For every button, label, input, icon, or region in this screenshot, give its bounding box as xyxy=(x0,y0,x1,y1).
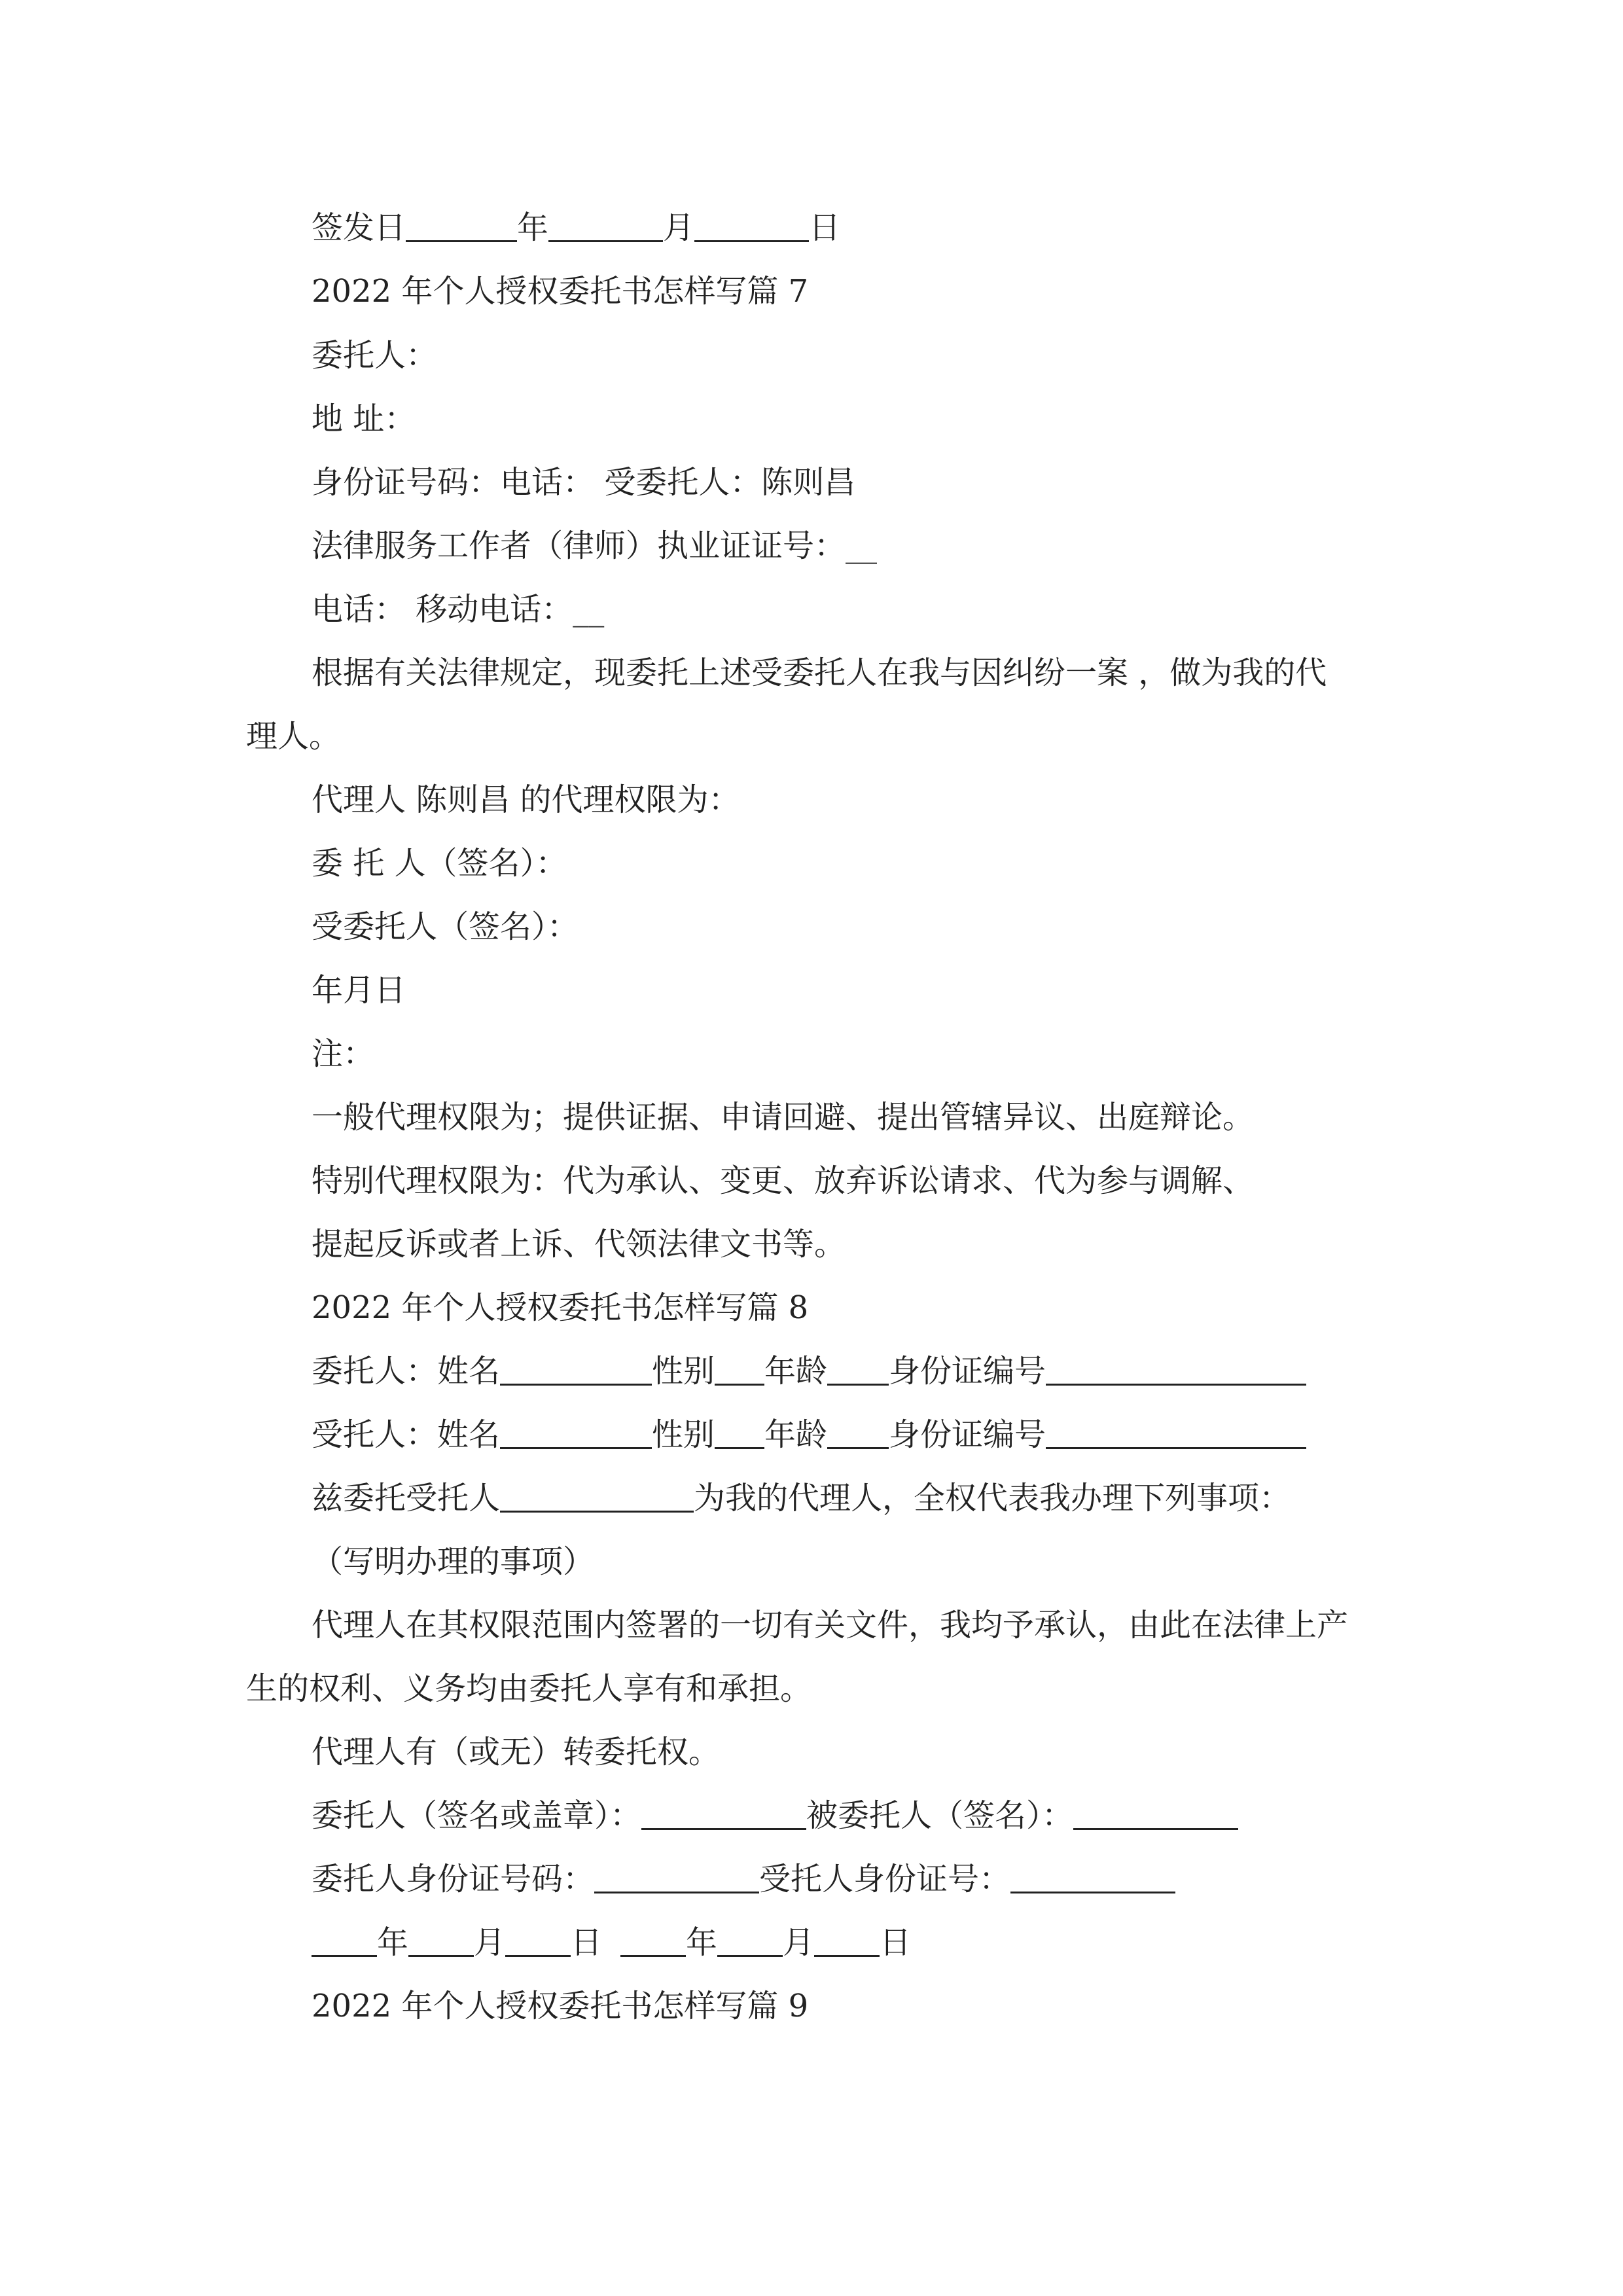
section-heading-9: 2022 年个人授权委托书怎样写篇 9 xyxy=(312,1988,809,2024)
principal-id-label: 委托人身份证号码： xyxy=(312,1861,595,1897)
section-heading-7: 2022 年个人授权委托书怎样写篇 7 xyxy=(312,273,809,310)
age-blank xyxy=(827,1418,889,1449)
special-authority-line-1: 特别代理权限为：代为承认、变更、放弃诉讼请求、代为参与调解、 xyxy=(312,1162,1255,1199)
paragraph-2-line-1: 代理人在其权限范围内签署的一切有关文件，我均予承认，由此在法律上产 xyxy=(312,1607,1349,1643)
agent-info-line xyxy=(312,1415,1306,1454)
principal-sign-label: 委托人（签名或盖章）： xyxy=(312,1797,642,1834)
month-blank xyxy=(408,1926,474,1957)
agent-signature-line: 受委托人（签名）： xyxy=(312,908,579,945)
paragraph-2-line-2: 生的权利、义务均由委托人享有和承担。 xyxy=(246,1670,812,1707)
entrust-line xyxy=(312,1479,1291,1518)
gender-blank xyxy=(715,1355,764,1386)
principal-info-line xyxy=(312,1352,1306,1391)
day-label: 日 xyxy=(809,209,841,246)
principal-line: 委托人： xyxy=(312,337,438,374)
year-label: 年 xyxy=(377,1924,409,1961)
principal-name-label: 委托人：姓名 xyxy=(312,1353,501,1390)
address-line: 地 址： xyxy=(312,401,416,437)
gender-blank xyxy=(715,1418,764,1449)
principal-id-blank xyxy=(594,1863,759,1893)
name-blank xyxy=(500,1355,652,1386)
signature-line xyxy=(312,1796,1238,1835)
day-blank xyxy=(694,211,809,242)
special-authority-line-2: 提起反诉或者上诉、代领法律文书等。 xyxy=(312,1226,846,1263)
section-heading-8: 2022 年个人授权委托书怎样写篇 8 xyxy=(312,1289,809,1326)
day-blank-2 xyxy=(814,1926,880,1957)
id-number-blank xyxy=(1046,1418,1306,1449)
agent-authority-line: 代理人 陈则昌 的代理权限为： xyxy=(312,781,740,818)
agent-blank xyxy=(500,1482,694,1513)
gender-label: 性别 xyxy=(652,1353,715,1390)
year-blank-2 xyxy=(620,1926,686,1957)
id-numbers-line xyxy=(312,1859,1175,1899)
principal-signature-line: 委 托 人（签名）： xyxy=(312,845,567,882)
year-blank xyxy=(312,1926,377,1957)
age-label: 年龄 xyxy=(764,1416,828,1453)
id-number-label: 身份证编号 xyxy=(889,1416,1046,1453)
month-blank-2 xyxy=(717,1926,783,1957)
entrust-text: 为我的代理人，全权代表我办理下列事项： xyxy=(694,1480,1291,1516)
id-number-blank xyxy=(1046,1355,1306,1386)
id-phone-line: 身份证号码：电话： 受委托人：陈则昌 xyxy=(312,464,856,501)
year-label: 年 xyxy=(517,209,549,246)
name-blank xyxy=(500,1418,652,1449)
paragraph-1-line-1: 根据有关法律规定，现委托上述受委托人在我与因纠纷一案 ，做为我的代 xyxy=(312,655,1327,691)
day-label: 日 xyxy=(571,1924,603,1961)
month-blank xyxy=(548,211,663,242)
year-label-2: 年 xyxy=(686,1924,718,1961)
general-authority-line: 一般代理权限为；提供证据、申请回避、提出管辖异议、出庭辩论。 xyxy=(312,1099,1255,1136)
month-label-2: 月 xyxy=(783,1924,815,1961)
year-blank xyxy=(406,211,517,242)
age-label: 年龄 xyxy=(764,1353,828,1390)
day-label-2: 日 xyxy=(880,1924,912,1961)
note-label: 注： xyxy=(312,1035,375,1072)
paragraph-1-line-2: 理人。 xyxy=(246,718,341,755)
license-line: 法律服务工作者（律师）执业证证号：__ xyxy=(312,528,878,564)
month-label: 月 xyxy=(663,209,695,246)
sub-delegation-line: 代理人有（或无）转委托权。 xyxy=(312,1734,721,1770)
agent-name-label: 受托人：姓名 xyxy=(312,1416,501,1453)
phone-line: 电话： 移动电话：__ xyxy=(312,591,605,628)
principal-sign-blank xyxy=(641,1799,806,1830)
agent-sign-blank xyxy=(1073,1799,1238,1830)
age-blank xyxy=(827,1355,889,1386)
agent-sign-label: 被委托人（签名）： xyxy=(806,1797,1074,1834)
matters-line: （写明办理的事项） xyxy=(312,1543,595,1580)
agent-id-blank xyxy=(1010,1863,1175,1893)
month-label: 月 xyxy=(474,1924,506,1961)
day-blank xyxy=(505,1926,571,1957)
dates-line xyxy=(312,1923,911,1962)
date-line: 年月日 xyxy=(312,972,406,1009)
issue-date-line xyxy=(312,208,840,247)
agent-id-label: 受托人身份证号： xyxy=(759,1861,1011,1897)
issue-date-label: 签发日 xyxy=(312,209,406,246)
id-number-label: 身份证编号 xyxy=(889,1353,1046,1390)
gender-label: 性别 xyxy=(652,1416,715,1453)
entrust-label: 兹委托受托人 xyxy=(312,1480,501,1516)
